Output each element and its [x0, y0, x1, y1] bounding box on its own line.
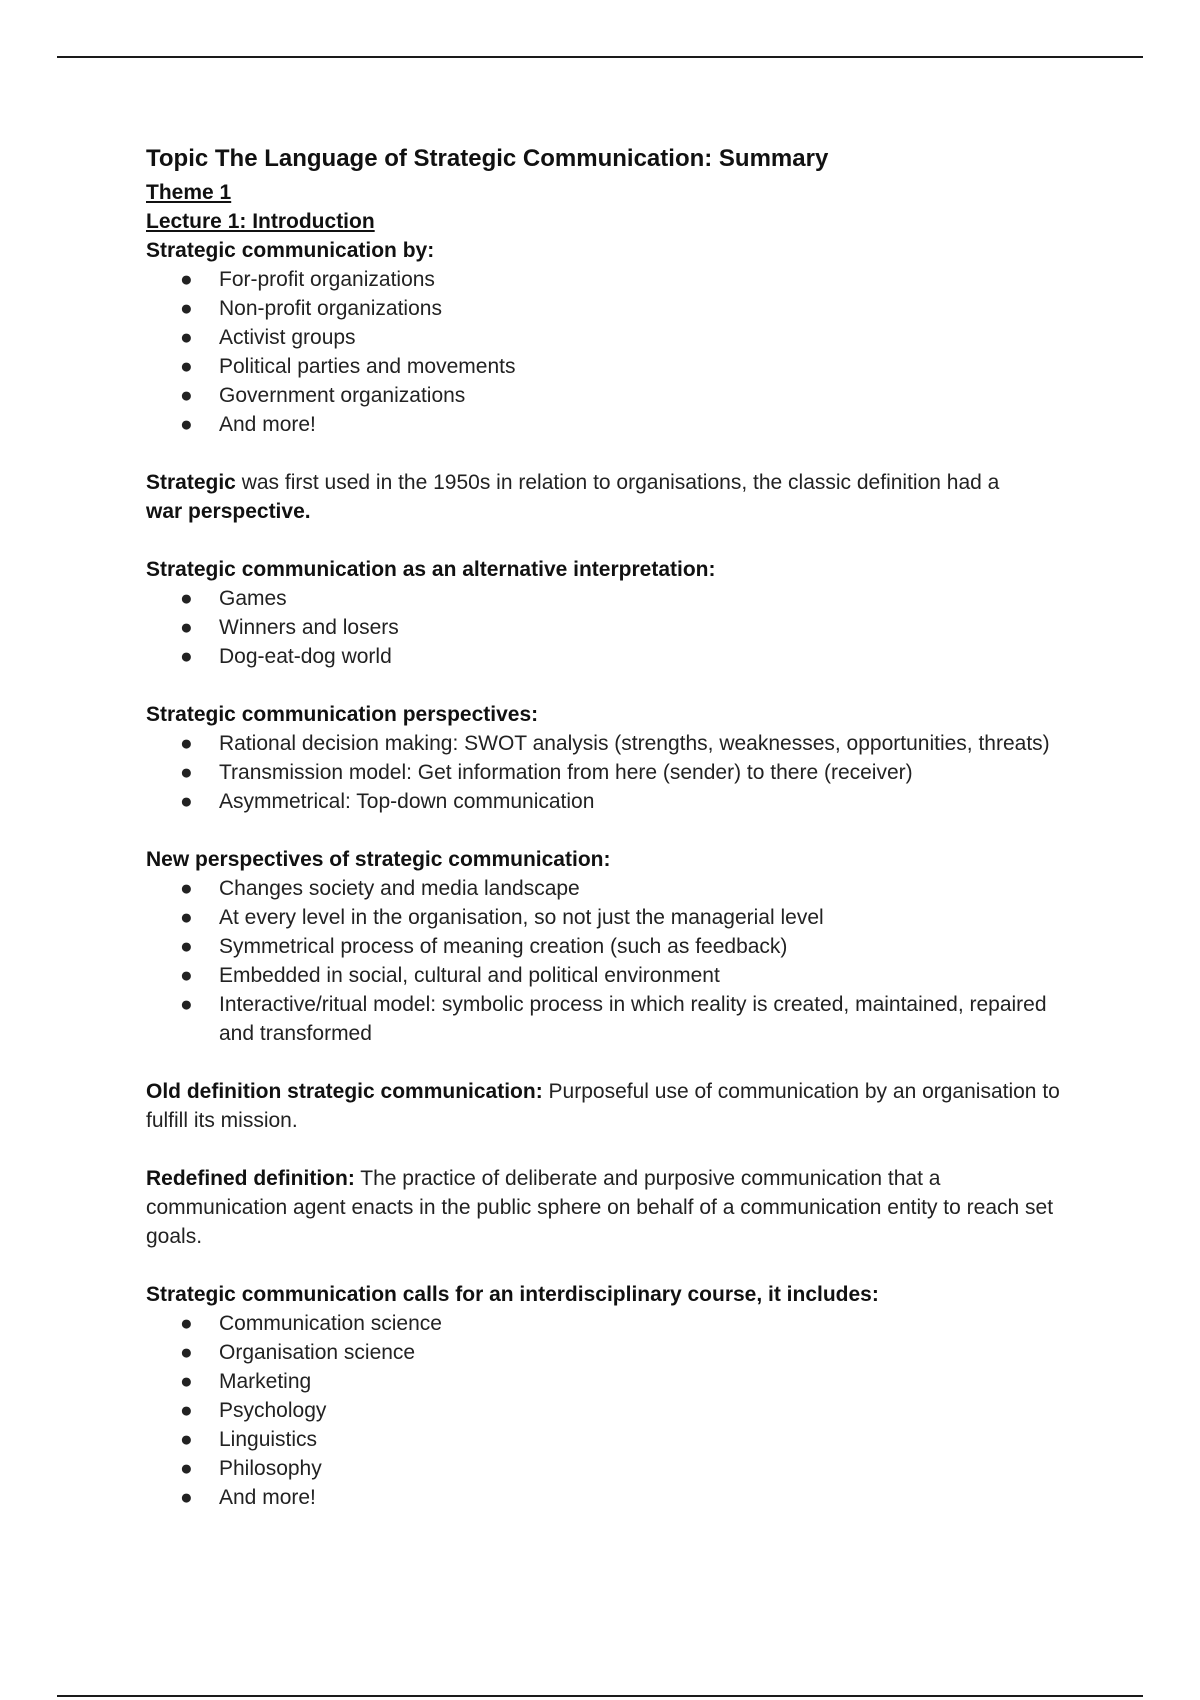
list-item: ● Marketing — [219, 1367, 1076, 1396]
bullet-icon: ● — [180, 1341, 193, 1364]
document-title: Topic The Language of Strategic Communication: Summary — [146, 145, 829, 172]
bullet-icon: ● — [180, 761, 193, 784]
list-item: ● Transmission model: Get information from here (sender) to there (receiver) — [219, 758, 1076, 787]
redefined-definition-paragraph: Redefined definition: The practice of deliberate and purposive communication that a communication agent enacts in the public sphere on behalf of a communication entity to reach set goals. — [146, 1167, 1054, 1248]
section-heading: Strategic communication perspectives: — [146, 703, 539, 726]
bullet-icon: ● — [180, 587, 193, 610]
old-definition-paragraph: Old definition strategic communication: Purposeful use of communication by an organisation to fulfill its mission. — [146, 1080, 1060, 1132]
list-item: ● Political parties and movements — [219, 352, 1076, 381]
list-item: ● Dog-eat-dog world — [219, 642, 1076, 671]
list-item: ● Non-profit organizations — [219, 294, 1076, 323]
bullet-list — [146, 874, 1076, 1048]
list-item: ● At every level in the organisation, so not just the managerial level — [219, 903, 1076, 932]
bullet-icon: ● — [180, 1428, 193, 1451]
bullet-icon: ● — [180, 297, 193, 320]
bullet-icon: ● — [180, 268, 193, 291]
bullet-icon: ● — [180, 1457, 193, 1480]
document-body — [146, 140, 1076, 1512]
strategic-paragraph: Strategic was first used in the 1950s in relation to organisations, the classic definition had a war perspective. — [146, 471, 1000, 523]
bullet-icon: ● — [180, 616, 193, 639]
bullet-icon: ● — [180, 935, 193, 958]
bullet-list — [146, 265, 1076, 439]
list-item: ● Winners and losers — [219, 613, 1076, 642]
bullet-icon: ● — [180, 413, 193, 436]
list-item: ● Games — [219, 584, 1076, 613]
list-item: ● Activist groups — [219, 323, 1076, 352]
list-item: ● For-profit organizations — [219, 265, 1076, 294]
bullet-icon: ● — [180, 877, 193, 900]
section-heading: Strategic communication as an alternative interpretation: — [146, 558, 716, 581]
bullet-icon: ● — [180, 790, 193, 813]
list-item: ● Interactive/ritual model: symbolic process in which reality is created, maintained, repaired and transformed — [219, 990, 1076, 1048]
bullet-list — [146, 729, 1076, 816]
list-item: ● Symmetrical process of meaning creation (such as feedback) — [219, 932, 1076, 961]
bullet-icon: ● — [180, 1486, 193, 1509]
bullet-icon: ● — [180, 993, 193, 1016]
bullet-icon: ● — [180, 1399, 193, 1422]
list-item: ● Organisation science — [219, 1338, 1076, 1367]
bullet-icon: ● — [180, 645, 193, 668]
lecture-heading: Lecture 1: Introduction — [146, 210, 375, 233]
section-heading: Strategic communication by: — [146, 239, 435, 262]
page-top-rule — [57, 56, 1143, 58]
bullet-list — [146, 584, 1076, 671]
list-item: ● Communication science — [219, 1309, 1076, 1338]
list-item: ● And more! — [219, 410, 1076, 439]
bullet-icon: ● — [180, 326, 193, 349]
bullet-icon: ● — [180, 1370, 193, 1393]
list-item: ● Asymmetrical: Top-down communication — [219, 787, 1076, 816]
theme-heading: Theme 1 — [146, 181, 232, 204]
bullet-list — [146, 1309, 1076, 1512]
section-heading: New perspectives of strategic communication: — [146, 848, 611, 871]
list-item: ● Embedded in social, cultural and political environment — [219, 961, 1076, 990]
bullet-icon: ● — [180, 906, 193, 929]
bullet-icon: ● — [180, 355, 193, 378]
list-item: ● Philosophy — [219, 1454, 1076, 1483]
list-item: ● Psychology — [219, 1396, 1076, 1425]
page-bottom-rule — [57, 1695, 1143, 1697]
list-item: ● Linguistics — [219, 1425, 1076, 1454]
bullet-icon: ● — [180, 964, 193, 987]
list-item: ● Government organizations — [219, 381, 1076, 410]
list-item: ● Changes society and media landscape — [219, 874, 1076, 903]
section-heading: Strategic communication calls for an interdisciplinary course, it includes: — [146, 1283, 879, 1306]
bullet-icon: ● — [180, 732, 193, 755]
bullet-icon: ● — [180, 384, 193, 407]
list-item: ● Rational decision making: SWOT analysis (strengths, weaknesses, opportunities, threats) — [219, 729, 1076, 758]
bullet-icon: ● — [180, 1312, 193, 1335]
list-item: ● And more! — [219, 1483, 1076, 1512]
